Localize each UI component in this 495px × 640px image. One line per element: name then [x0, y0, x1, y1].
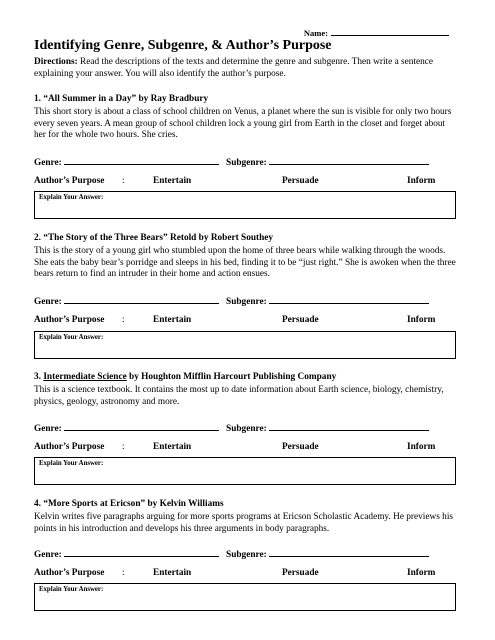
question-2-number: 2.	[34, 233, 41, 243]
subgenre-blank[interactable]	[269, 155, 429, 165]
question-3-number: 3.	[34, 372, 41, 382]
name-field[interactable]	[0, 27, 449, 38]
name-line[interactable]	[331, 27, 449, 36]
inform-option[interactable]: Inform	[407, 315, 436, 325]
question-2-title: “The Story of the Three Bears” Retold by Robert Southey	[43, 233, 274, 243]
explain-label: Explain Your Answer:	[39, 586, 104, 593]
genre-label: Genre	[34, 297, 59, 307]
genre-blank[interactable]	[64, 547, 219, 557]
authors-purpose-label: Author’s Purpose	[34, 568, 105, 578]
subgenre-blank[interactable]	[269, 294, 429, 304]
question-1-explain-box[interactable]	[34, 191, 456, 219]
subgenre-blank[interactable]	[269, 421, 429, 431]
question-3-title-underlined: Intermediate Science	[43, 372, 127, 382]
explain-label: Explain Your Answer:	[39, 460, 104, 467]
question-3-title-rest: by Houghton Mifflin Harcourt Publishing Company	[126, 372, 337, 382]
inform-option[interactable]: Inform	[407, 176, 436, 186]
question-1-title: “All Summer in a Day” by Ray Bradbury	[43, 94, 209, 104]
question-2-description: This is the story of a young girl who stumbled upon the home of three bears while walking through the woods. She eats the baby bear’s porridge and sleeps in his bed, finding it to be “just right.” She is awoken when the three bears return to find an intruder in their home and action ensues.	[34, 246, 456, 279]
subgenre-blank[interactable]	[269, 547, 429, 557]
persuade-option[interactable]: Persuade	[282, 442, 319, 452]
directions-label: Directions:	[34, 57, 78, 67]
question-4-genre-row: Genre: Subgenre:	[34, 547, 464, 560]
persuade-option[interactable]: Persuade	[282, 176, 319, 186]
question-4-heading	[34, 499, 224, 509]
entertain-option[interactable]: Entertain	[153, 568, 192, 578]
question-1-description: This short story is about a class of school children on Venus, a planet where the sun is visible for only two hours every seven years. A mean group of school children lock a young girl from Earth in the closet and forget about her for the whole two hours. She cries.	[34, 107, 452, 140]
question-4-description: Kelvin writes five paragraphs arguing for more sports programs at Ericson Scholastic Academy. He previews his points in his introduction and develops his three arguments in body paragraphs.	[34, 512, 454, 534]
subgenre-label: Subgenre	[226, 158, 264, 168]
genre-label: Genre	[34, 424, 59, 434]
question-3-description: This is a science textbook. It contains the most up to date information about Earth science, biology, chemistry, physics, geology, astronomy and more.	[34, 385, 444, 407]
question-1-number: 1.	[34, 94, 41, 104]
explain-label: Explain Your Answer:	[39, 334, 104, 341]
subgenre-label: Subgenre	[226, 550, 264, 560]
question-3-genre-row: Genre: Subgenre:	[34, 421, 464, 434]
question-4-number: 4.	[34, 499, 41, 509]
explain-label: Explain Your Answer:	[39, 194, 104, 201]
genre-label: Genre	[34, 158, 59, 168]
persuade-option[interactable]: Persuade	[282, 315, 319, 325]
question-4-explain-box[interactable]	[34, 583, 456, 611]
persuade-option[interactable]: Persuade	[282, 568, 319, 578]
question-2-genre-row: Genre: Subgenre:	[34, 294, 464, 307]
genre-blank[interactable]	[64, 294, 219, 304]
authors-purpose-label: Author’s Purpose	[34, 442, 105, 452]
entertain-option[interactable]: Entertain	[153, 315, 192, 325]
question-3-heading	[34, 372, 336, 382]
directions	[34, 57, 464, 80]
subgenre-label: Subgenre	[226, 424, 264, 434]
question-3-explain-box[interactable]	[34, 457, 456, 485]
question-2-heading	[34, 233, 273, 243]
genre-blank[interactable]	[64, 421, 219, 431]
entertain-option[interactable]: Entertain	[153, 442, 192, 452]
genre-label: Genre	[34, 550, 59, 560]
directions-text: Read the descriptions of the texts and determine the genre and subgenre. Then write a sentence explaining your answer. You will also identify the author’s purpose.	[34, 57, 434, 79]
question-2-explain-box[interactable]	[34, 331, 456, 359]
inform-option[interactable]: Inform	[407, 568, 436, 578]
entertain-option[interactable]: Entertain	[153, 176, 192, 186]
genre-blank[interactable]	[64, 155, 219, 165]
question-1-genre-row: Genre: Subgenre:	[34, 155, 464, 168]
question-4-title: “More Sports at Ericson” by Kelvin Williams	[43, 499, 224, 509]
inform-option[interactable]: Inform	[407, 442, 436, 452]
name-label: Name:	[303, 28, 328, 38]
question-1-heading	[34, 94, 208, 104]
subgenre-label: Subgenre	[226, 297, 264, 307]
authors-purpose-label: Author’s Purpose	[34, 315, 105, 325]
authors-purpose-label: Author’s Purpose	[34, 176, 105, 186]
page-title: Identifying Genre, Subgenre, & Author’s Purpose	[34, 38, 332, 53]
